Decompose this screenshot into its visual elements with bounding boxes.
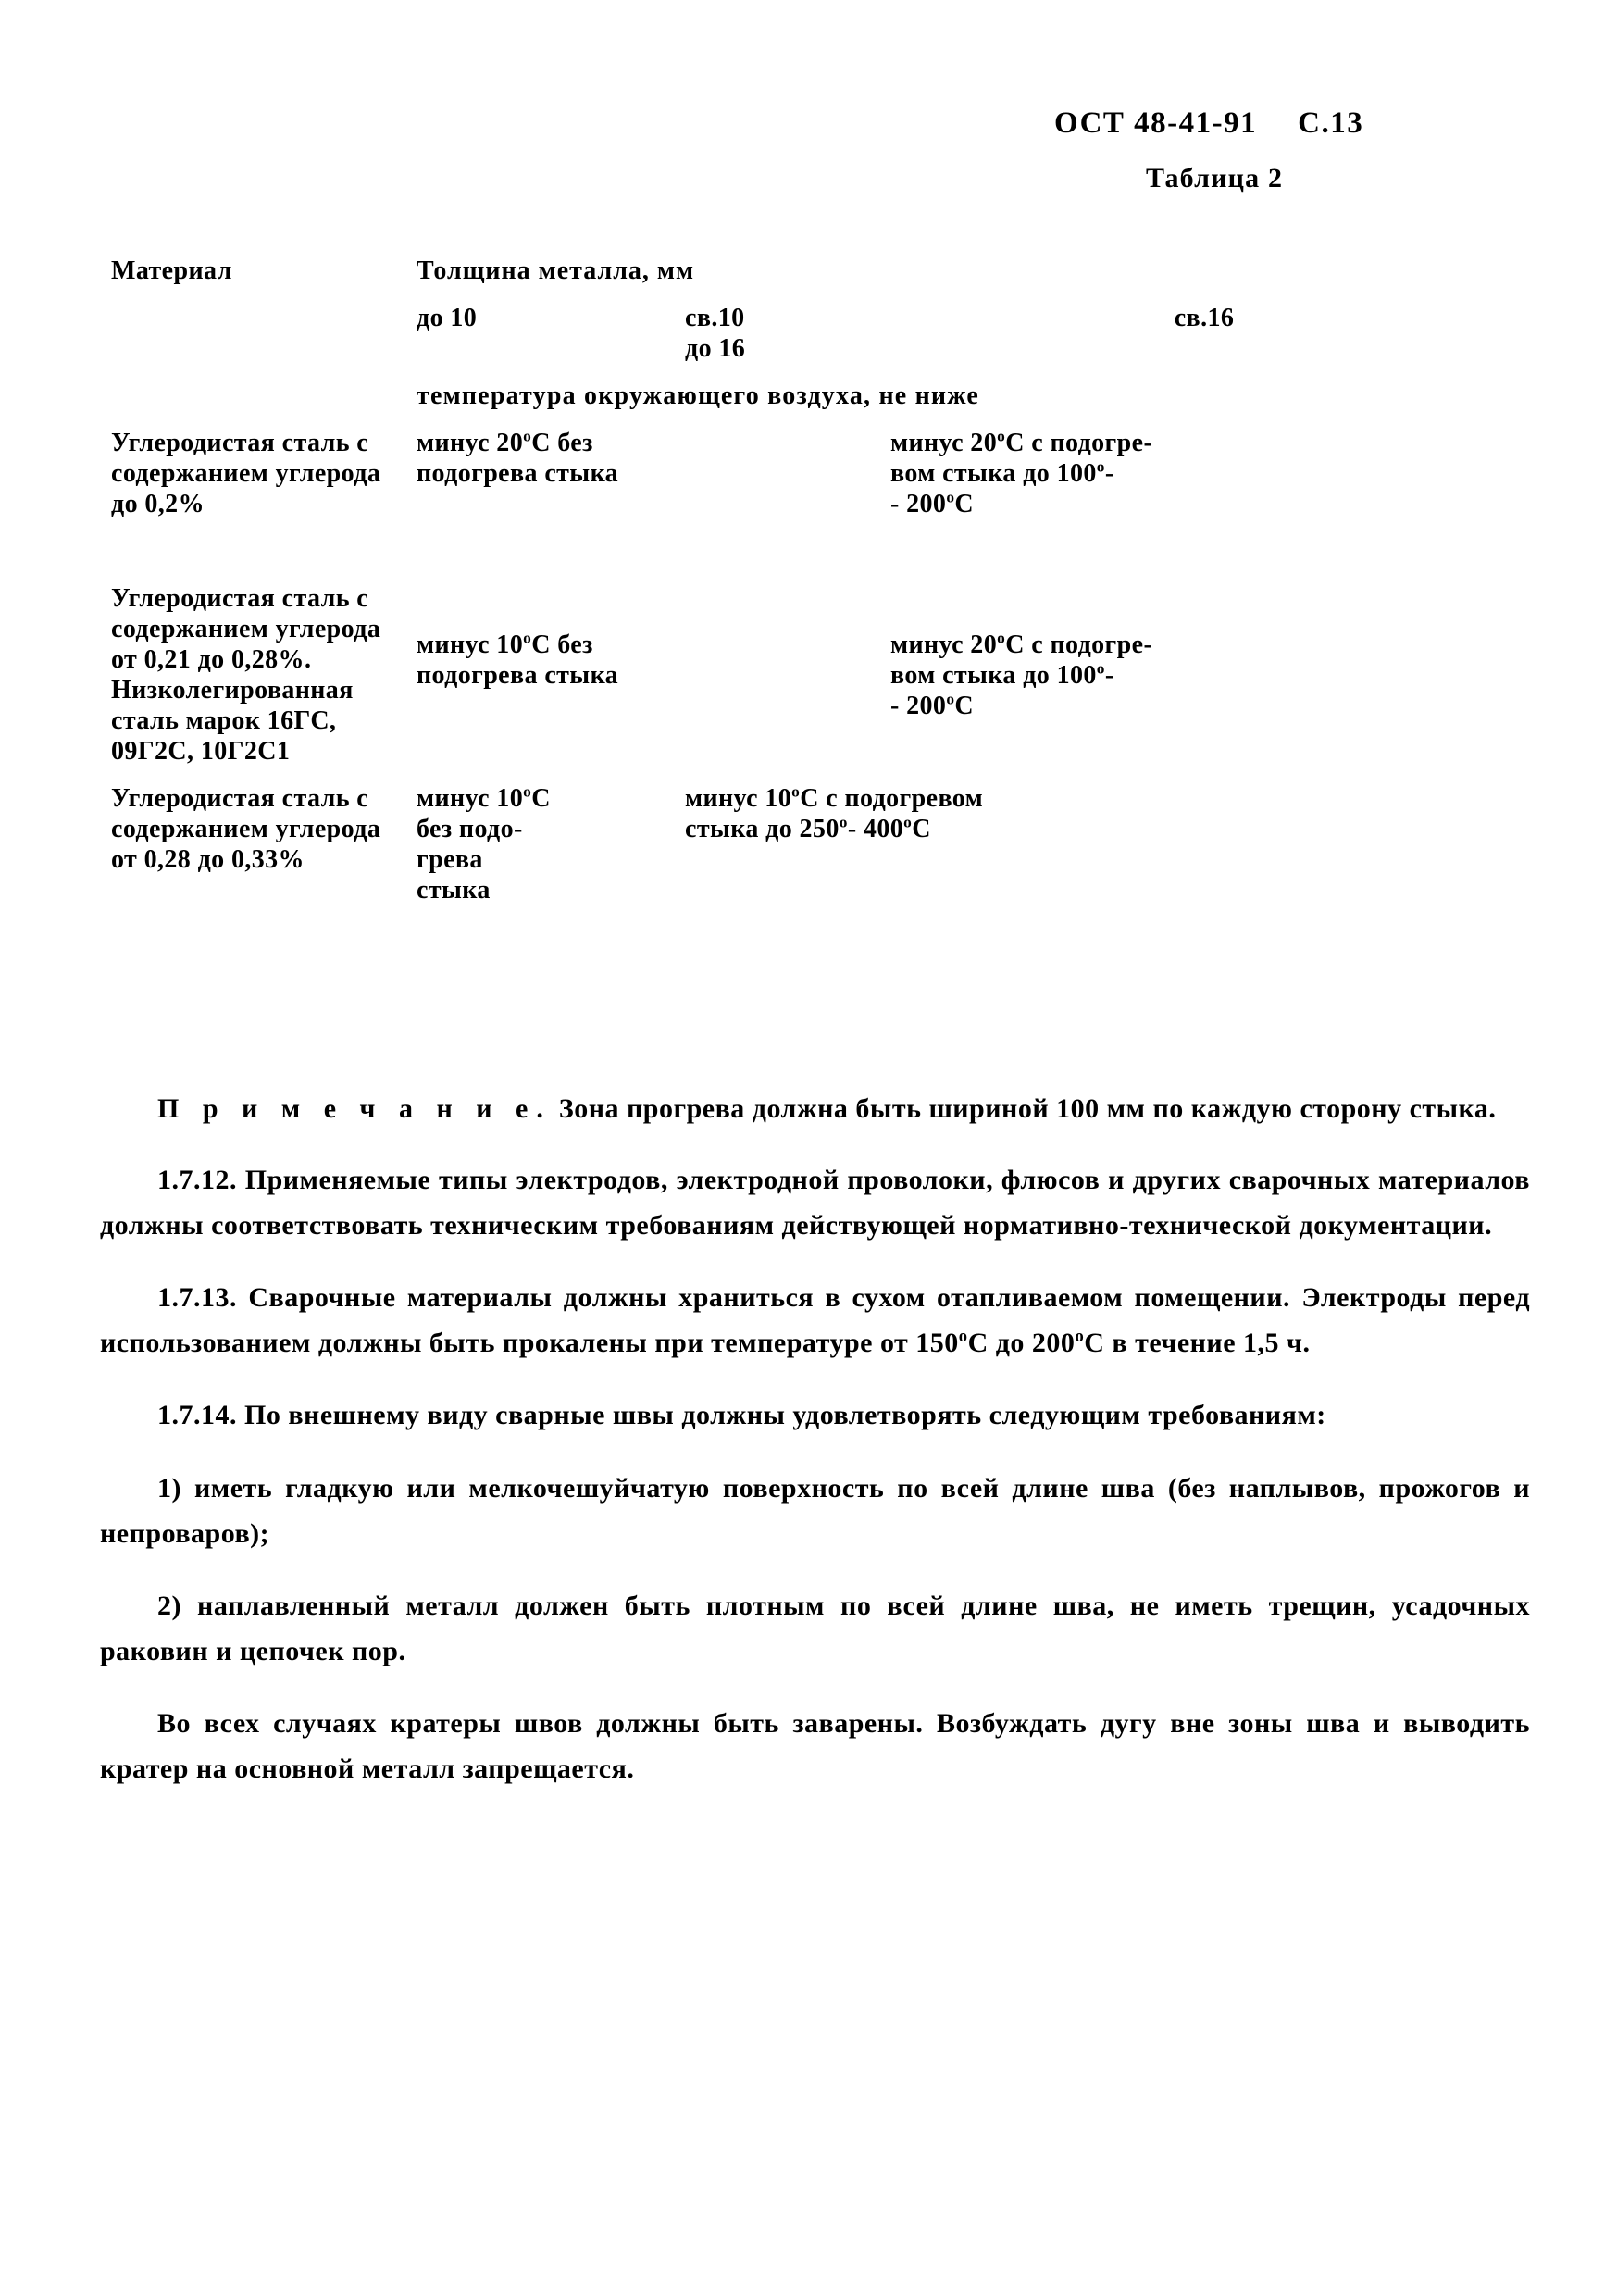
value-line-3b: С [954,490,975,519]
paragraph-number: 1.7.12. [157,1165,237,1195]
value-line-2: вом стыка до 100 [890,459,1097,489]
cell-temp-high-2 [879,576,1527,776]
standard-number: ОСТ 48-41-91 [1054,106,1258,140]
degree-symbol: о [1075,1326,1085,1346]
value-line-2b: - [1104,661,1114,691]
value-line-2: стыка до 250 [685,815,840,844]
subheader-empty-cell [100,373,405,420]
value-line-1: минус 20 [890,630,998,660]
value-line-1: минус 10 [417,630,524,660]
cell-temp-high-3 [674,776,1527,915]
cell-material-2: Углеродистая сталь с содержанием углерода от 0,21 до 0,28%. Низколегированная сталь марок 16ГС, 09Г2С, 10Г2С1 [111,584,381,767]
value-line-2b: - 400 [847,815,904,844]
value-line-3: грева [417,845,483,875]
document-body [100,1091,1530,1820]
thickness-2-line-2: до 16 [685,334,746,364]
degree-symbol: о [523,427,532,445]
list-item-text: наплавленный металл должен быть плотным по всей длине шва, не иметь трещин, усадочных раковин и цепочек пор. [100,1591,1530,1666]
page-number: С.13 [1298,106,1364,140]
value-line-2: без подо- [417,815,523,844]
note-text: Зона прогрева должна быть шириной 100 мм по каждую сторону стыка. [551,1093,1497,1124]
value-line-1b: С [531,784,551,814]
paragraph-text-after: С в течение 1,5 ч. [1084,1327,1311,1358]
paragraph-text: По внешнему виду сварные швы должны удовлетворять следующим требованиям: [237,1400,1326,1431]
cell-temp-low-2 [405,576,879,776]
degree-symbol: о [903,814,913,832]
closing-paragraph [100,1702,1530,1791]
table-row [100,576,1527,776]
value-line-1b: С с подогревом [800,784,984,814]
value-line-1: минус 20 [890,429,998,458]
degree-symbol: о [523,782,532,801]
table-row [100,776,1527,915]
table-caption: Таблица 2 [1146,163,1284,193]
value-line-1b: С с подогре- [1005,630,1153,660]
value-line-1: минус 20 [417,429,524,458]
list-marker: 2) [157,1591,181,1622]
degree-symbol: о [946,690,955,708]
degree-symbol: о [946,488,955,506]
degree-symbol: о [839,814,848,832]
thickness-2-line-1: св.10 [685,304,745,333]
value-line-3: - 200 [890,692,947,721]
column-header-thickness-2 [674,295,879,373]
list-item-text: иметь гладкую или мелкочешуйчатую поверхность по всей длине шва (без наплывов, прожогов и непроваров); [100,1472,1530,1549]
cell-temp-low-1 [405,420,879,576]
table-header-row-1 [100,248,1527,295]
list-item-1 [100,1466,1530,1556]
specification-table [100,248,1527,915]
degree-symbol: о [997,629,1006,647]
paragraph-text: Применяемые типы электродов, электродной проволоки, флюсов и других сварочных материалов должны соответствовать техническим требованиям действующей нормативно-технической документации. [100,1165,1530,1241]
value-line-1b: С с подогре- [1005,429,1153,458]
cell-temp-high-1 [879,420,1527,576]
document-header [1018,72,1363,175]
cell-material-3: Углеродистая сталь с содержанием углерода от 0,28 до 0,33% [111,784,381,875]
list-marker: 1) [157,1472,181,1504]
value-line-1b: С без [531,429,593,458]
paragraph-1-7-13 [100,1276,1530,1366]
value-line-3: - 200 [890,490,947,519]
paragraph-1-7-14 [100,1393,1530,1439]
value-line-2: вом стыка до 100 [890,661,1097,691]
degree-symbol: о [958,1326,968,1346]
table-subheader-row [100,373,1527,420]
value-line-3b: С [954,692,975,721]
value-line-4: стыка [417,876,491,905]
cell-material-1: Углеродистая сталь с содержанием углерода до 0,2% [111,429,381,519]
degree-symbol: о [523,629,532,647]
paragraph-number: 1.7.13. [157,1282,237,1314]
paragraph-number: 1.7.14. [157,1400,237,1431]
column-header-material: Материал [111,256,232,285]
specification-table-wrapper [100,248,1527,915]
closing-text: Во всех случаях кратеры швов должны быть заварены. Возбуждать дугу вне зоны шва и выводить кратер на основной металл запрещается. [100,1708,1530,1784]
table-row [100,420,1527,576]
note-label: П р и м е ч а н и е. [157,1093,552,1124]
column-header-thickness-3: св.16 [1174,304,1235,333]
column-header-thickness-group: Толщина металла, мм [417,256,695,285]
value-line-2c: С [912,815,931,844]
subheader-temperature: температура окружающего воздуха, не ниже [417,381,980,411]
degree-symbol: о [791,782,801,801]
cell-temp-low-3 [405,776,674,915]
paragraph-text-before: Сварочные материалы должны храниться в сухом отапливаемом помещении. Электроды перед использованием должны быть прокалены при температуре от 150 [100,1282,1530,1358]
note-paragraph [100,1091,1530,1127]
column-header-thickness-1: до 10 [417,304,478,333]
value-line-1: минус 10 [685,784,792,814]
list-item-2 [100,1584,1530,1674]
value-line-2: подогрева стыка [417,661,619,691]
paragraph-text-mid: С до 200 [967,1327,1076,1358]
value-line-1b: С без [531,630,593,660]
value-line-2: подогрева стыка [417,459,619,489]
paragraph-1-7-12 [100,1158,1530,1248]
degree-symbol: о [1096,659,1105,678]
degree-symbol: о [997,427,1006,445]
value-line-2b: - [1104,459,1114,489]
value-line-1: минус 10 [417,784,524,814]
degree-symbol: о [1096,457,1105,476]
